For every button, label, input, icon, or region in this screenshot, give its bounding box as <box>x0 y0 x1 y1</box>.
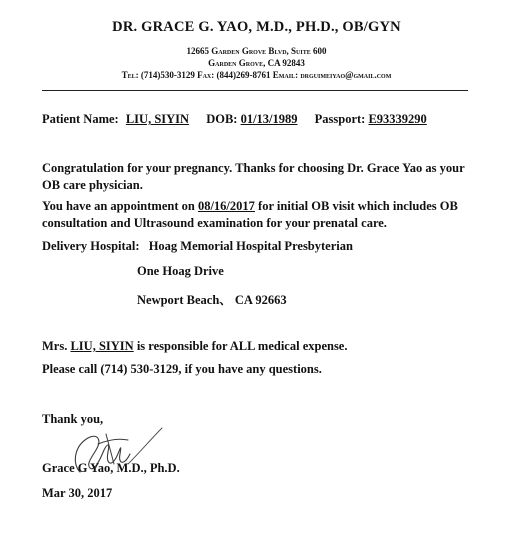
appointment-prefix: You have an appointment on <box>42 199 198 213</box>
hospital-street: One Hoag Drive <box>137 264 224 278</box>
patient-name-label: Patient Name: <box>42 112 119 126</box>
delivery-hospital-row <box>42 239 353 254</box>
hospital-name: Hoag Memorial Hospital Presbyterian <box>148 239 353 253</box>
thank-you-text: Thank you, <box>42 412 104 426</box>
header-divider <box>42 90 468 91</box>
dob-label: DOB: <box>206 112 238 126</box>
contact-call-line: Please call (714) 530-3129, if you have any questions. <box>42 362 322 376</box>
letter-date: Mar 30, 2017 <box>42 486 113 500</box>
responsible-name: LIU, SIYIN <box>70 339 134 353</box>
letterhead-contact-line: Tel: (714)530-3129 Fax: (844)269-8761 Email: drguimeiyao@gmail.com <box>121 70 392 80</box>
passport-value: E93339290 <box>368 112 427 126</box>
hospital-city: Newport Beach、 CA 92663 <box>137 293 287 307</box>
patient-name: LIU, SIYIN <box>125 112 190 126</box>
responsibility-suffix: is responsible for ALL medical expense. <box>133 339 348 353</box>
congratulation-paragraph: Congratulation for your pregnancy. Thanks for choosing Dr. Grace Yao as your OB care physician. <box>42 161 465 192</box>
dob-value: 01/13/1989 <box>240 112 298 126</box>
responsibility-line <box>42 339 347 354</box>
patient-info-row <box>42 112 427 127</box>
passport-label: Passport: <box>314 112 366 126</box>
appointment-paragraph <box>42 198 472 232</box>
appointment-suffix: for initial OB visit which includes OB consultation and Ultrasound examination for your prenatal care. <box>42 199 458 230</box>
letterhead-address-line2: Garden Grove, CA 92843 <box>208 58 305 68</box>
responsibility-prefix: Mrs. <box>42 339 71 353</box>
hospital-label: Delivery Hospital: <box>42 239 140 253</box>
signer-name: Grace G Yao, M.D., Ph.D. <box>42 461 180 475</box>
appointment-date: 08/16/2017 <box>197 199 255 213</box>
letterhead-title: DR. GRACE G. YAO, M.D., PH.D., OB/GYN <box>112 19 401 35</box>
letterhead-address-line1: 12665 Garden Grove Blvd, Suite 600 <box>186 46 327 56</box>
